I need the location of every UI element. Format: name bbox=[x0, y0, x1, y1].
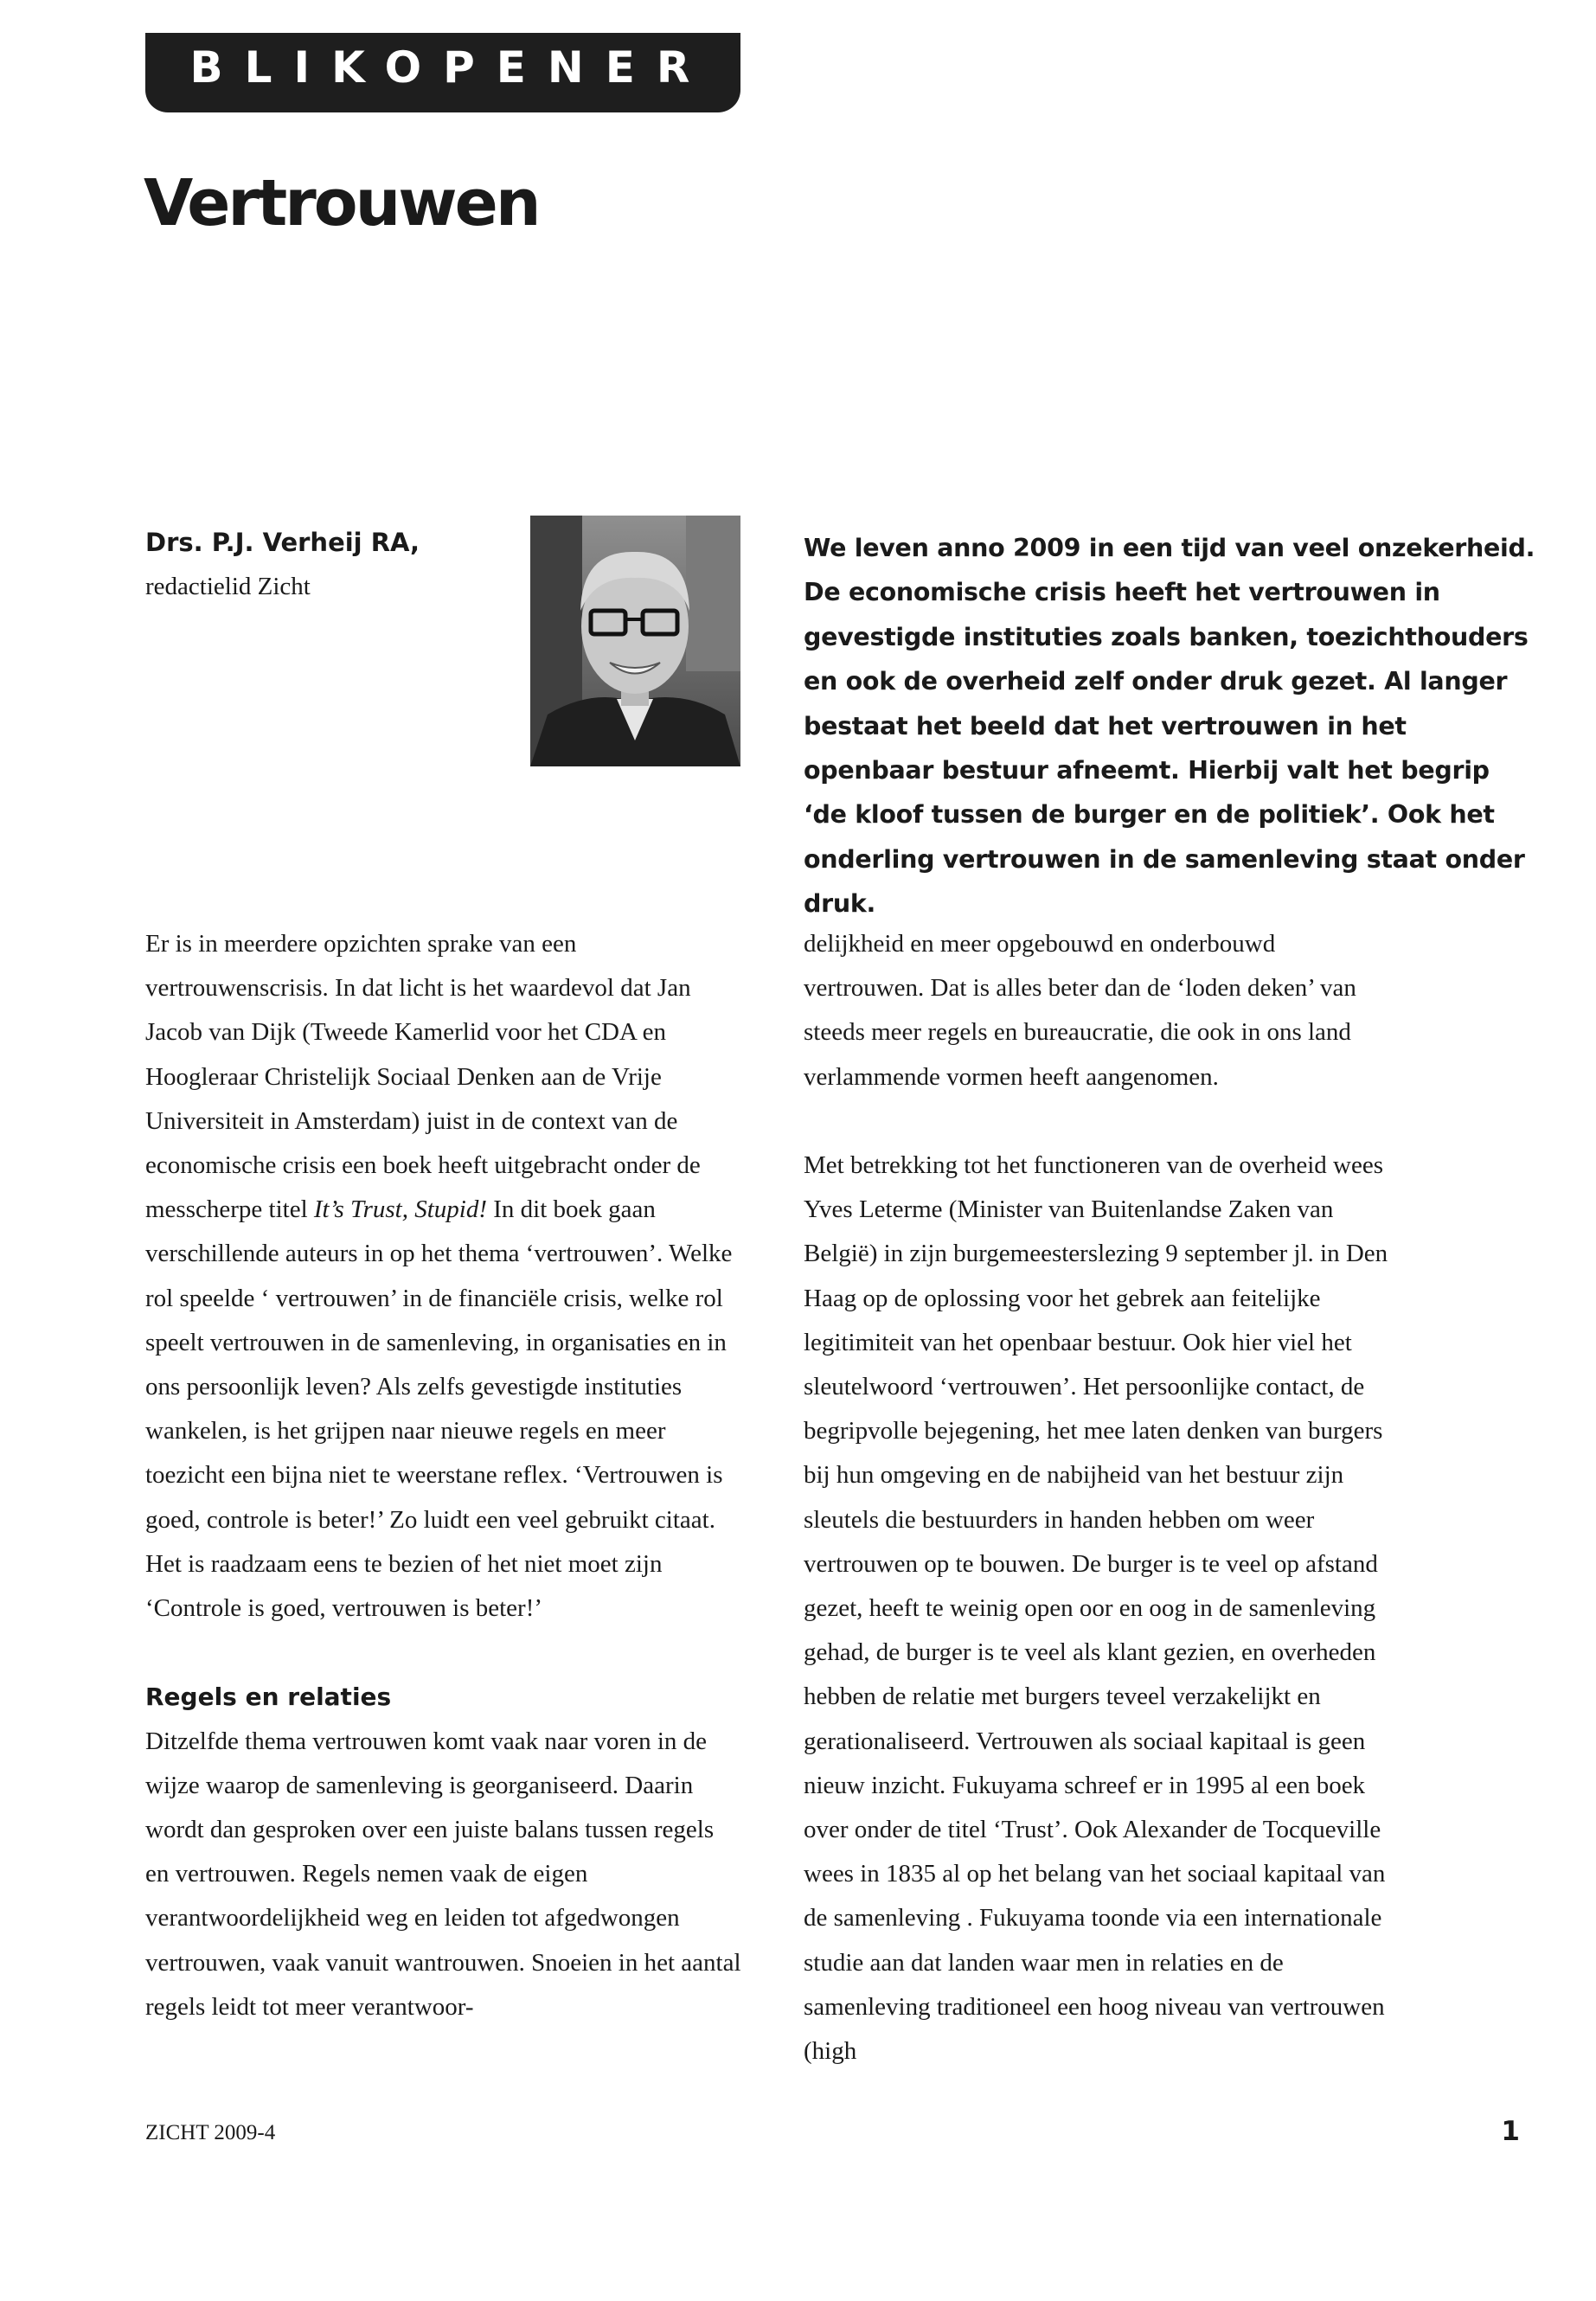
author-name: Drs. P.J. Verheij RA, bbox=[145, 528, 420, 557]
body-text: In dit boek gaan verschillende auteurs in op het thema ‘vertrouwen’. Welke rol speelde ‘ vertrouwen’ in de financiële crisis, welke rol speelt vertrouwen in de samenleving, in organisaties en in ons persoonlijk leven? Als zelfs gevestigde instituties wankelen, is het grijpen naar nieuwe regels en meer toezicht een bijna niet te weerstane reflex. ‘Vertrouwen is goed, controle is beter!’ Zo luidt een veel gebruikt citaat. Het is raadzaam eens te bezien of het niet moet zijn ‘Controle is goed, vertrouwen is beter!’ bbox=[145, 1195, 733, 1623]
body-paragraph: Met betrekking tot het functioneren van de overheid wees Yves Leterme (Minister van Buitenlandse Zaken van België) in zijn burgemeesterslezing 9 september jl. in Den Haag op de oplossing voor het gebrek aan feitelijke legitimiteit van het openbaar bestuur. Ook hier viel het sleutelwoord ‘vertrouwen’. Het persoonlijke contact, de begripvolle bejegening, het mee laten denken van burgers bij hun omgeving en de nabijheid van het bestuur zijn sleutels die bestuurders in handen hebben om weer vertrouwen op te bouwen. De burger is te veel op afstand gezet, heeft te weinig open oor en oog in de samenleving gehad, de burger is te veel als klant gezien, en overheden hebben de relatie met burgers teveel verzakelijkt en gerationaliseerd. Vertrouwen als sociaal kapitaal is geen nieuw inzicht. Fukuyama schreef er in 1995 al een boek over onder de titel ‘Trust’. Ook Alexander de Tocqueville wees in 1835 al op het belang van het sociaal kapitaal van de samenleving . Fukuyama toonde via een internationale studie aan dat landen waar men in relaties en de samenleving traditioneel een hoog niveau van vertrouwen (high bbox=[804, 1151, 1388, 2066]
page-number: 1 bbox=[1501, 2116, 1520, 2147]
body-column-left bbox=[145, 922, 742, 2029]
author-role: redactielid Zicht bbox=[145, 573, 311, 600]
article-lead: We leven anno 2009 in een tijd van veel onzekerheid. De economische crisis heeft het vertrouwen in gevestigde instituties zoals banken, toezichthouders en ook de overheid zelf onder druk gezet. Al langer bestaat het beeld dat het vertrouwen in het openbaar bestuur afneemt. Hierbij valt het begrip ‘de kloof tussen de burger en de politiek’. Ook het onderling vertrouwen in de samenleving staat onder druk. bbox=[804, 534, 1535, 919]
book-title: It’s Trust, Stupid! bbox=[313, 1195, 487, 1224]
section-banner: BLIKOPENER bbox=[145, 33, 740, 112]
body-text: Er is in meerdere opzichten sprake van een vertrouwenscrisis. In dat licht is het waardevol dat Jan Jacob van Dijk (Tweede Kamerlid voor het CDA en Hoogleraar Christelijk Sociaal Denken aan de Vrije Universiteit in Amsterdam) juist in de context van de economische crisis een boek heeft uitgebracht onder de messcherpe titel bbox=[145, 930, 701, 1224]
paragraph-gap bbox=[804, 1099, 1401, 1144]
article-title: Vertrouwen bbox=[144, 166, 539, 240]
body-paragraph: delijkheid en meer opgebouwd en onderbouwd vertrouwen. Dat is alles beter dan de ‘loden deken’ van steeds meer regels en bureaucratie, die ook in ons land verlammende vormen heeft aangenomen. bbox=[804, 930, 1356, 1091]
body-paragraph bbox=[145, 922, 742, 1631]
paragraph-gap bbox=[145, 1631, 742, 1675]
footer-publication: ZICHT 2009-4 bbox=[145, 2121, 276, 2144]
body-column-right bbox=[804, 922, 1401, 2073]
author-photo bbox=[530, 516, 740, 766]
section-subheading: Regels en relaties bbox=[145, 1682, 392, 1712]
portrait-illustration bbox=[530, 516, 740, 766]
body-paragraph: Ditzelfde thema vertrouwen komt vaak naar voren in de wijze waarop de samenleving is georganiseerd. Daarin wordt dan gesproken over een juiste balans tussen regels en vertrouwen. Regels nemen vaak de eigen verantwoordelijkheid weg en leiden tot afgedwongen vertrouwen, vaak vanuit wantrouwen. Snoeien in het aantal regels leidt tot meer verantwoor- bbox=[145, 1727, 741, 2021]
